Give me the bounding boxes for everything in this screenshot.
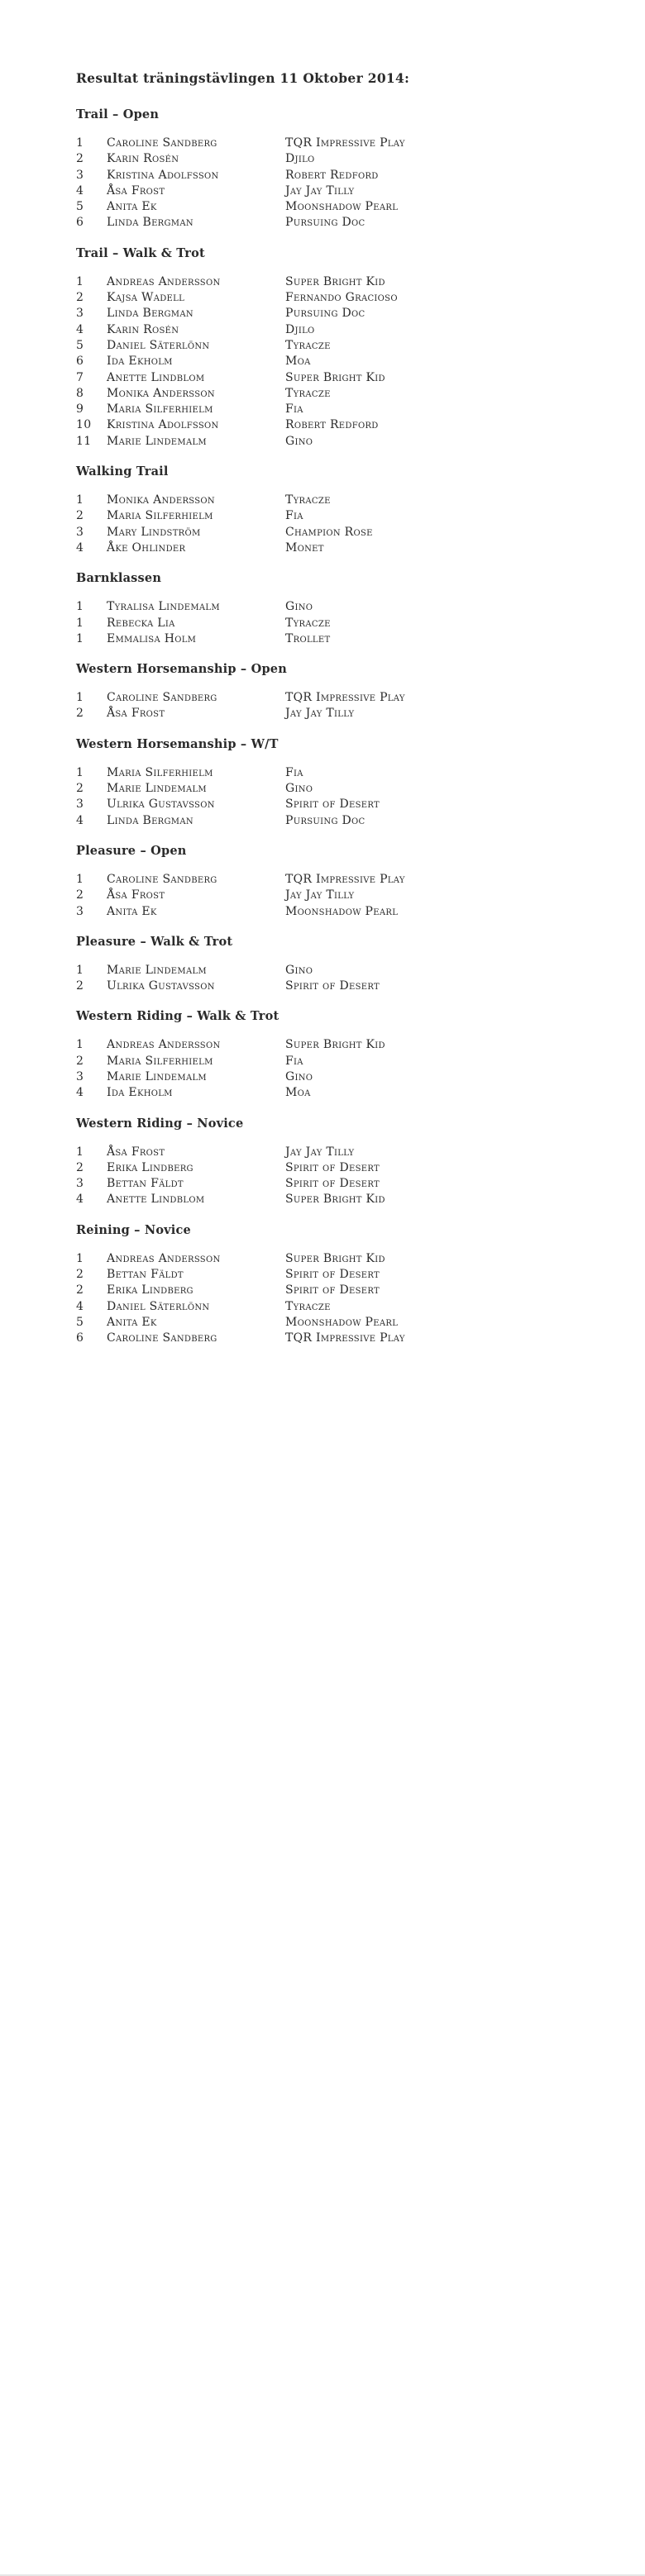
horse-name: Spirit of Desert [285, 798, 380, 812]
rider-name: Monika Andersson [107, 386, 215, 400]
result-row [76, 493, 589, 508]
placement: 9 [76, 402, 84, 417]
rider-name: Maria Silferhielm [107, 509, 213, 523]
horse-name: Spirit of Desert [285, 1283, 380, 1298]
horse-name: Jay Jay Tilly [285, 1145, 355, 1159]
placement: 1 [76, 274, 84, 288]
rider-name: Anette Lindblom [107, 370, 205, 384]
placement: 1 [76, 600, 84, 614]
placement: 3 [76, 525, 84, 539]
page-title: Resultat träningstävlingen 11 Oktober 2014: [76, 70, 410, 86]
horse-name: Super Bright Kid [285, 1193, 385, 1207]
placement: 2 [76, 1268, 84, 1282]
result-row [76, 1176, 589, 1192]
rider-name: Maria Silferhielm [107, 402, 213, 417]
result-row [76, 706, 589, 721]
result-row [76, 888, 589, 903]
result-row [76, 631, 589, 647]
placement: 1 [76, 1038, 84, 1052]
horse-name: Pursuing Doc [285, 813, 366, 827]
results-section [76, 1007, 589, 1101]
horse-name: Djilo [285, 322, 315, 336]
horse-name: Spirit of Desert [285, 1268, 380, 1282]
placement: 2 [76, 979, 84, 993]
result-row [76, 338, 589, 354]
placement: 8 [76, 386, 84, 400]
horse-name: Spirit of Desert [285, 1160, 380, 1174]
result-row [76, 183, 589, 199]
result-row [76, 797, 589, 812]
result-row [76, 525, 589, 540]
results-sections [76, 106, 589, 1347]
results-section [76, 933, 589, 995]
result-row [76, 306, 589, 321]
placement: 2 [76, 152, 84, 166]
placement: 6 [76, 1331, 84, 1345]
result-row [76, 136, 589, 151]
results-section [76, 463, 589, 556]
horse-name: Moonshadow Pearl [285, 904, 399, 918]
horse-name: Gino [285, 434, 313, 448]
placement: 1 [76, 136, 84, 150]
rider-name: Erika Lindberg [107, 1283, 194, 1298]
horse-name: Super Bright Kid [285, 274, 385, 288]
placement: 3 [76, 904, 84, 918]
result-row [76, 963, 589, 978]
section-title: Reining – Novice [76, 1222, 191, 1237]
placement: 4 [76, 183, 84, 198]
rider-name: Kristina Adolfsson [107, 418, 219, 432]
results-section [76, 660, 589, 722]
horse-name: Moonshadow Pearl [285, 200, 399, 214]
result-row [76, 274, 589, 290]
rider-name: Andreas Andersson [107, 1251, 221, 1265]
result-row [76, 290, 589, 306]
horse-name: Fernando Gracioso [285, 291, 398, 305]
horse-name: Robert Redford [285, 168, 379, 182]
horse-name: Pursuing Doc [285, 216, 366, 230]
rider-name: Maria Silferhielm [107, 1054, 213, 1068]
horse-name: Super Bright Kid [285, 1038, 385, 1052]
horse-name: Tyracze [285, 386, 331, 400]
rider-name: Kristina Adolfsson [107, 168, 219, 182]
rider-name: Tyralisa Lindemalm [107, 600, 220, 614]
section-title: Western Riding – Novice [76, 1116, 244, 1131]
horse-name: Tyracze [285, 616, 331, 630]
result-row [76, 1192, 589, 1207]
result-row [76, 1251, 589, 1267]
results-section [76, 736, 589, 829]
result-row [76, 904, 589, 920]
rider-name: Åsa Frost [107, 183, 165, 198]
section-title: Pleasure – Walk & Trot [76, 934, 233, 949]
rider-name: Mary Lindström [107, 525, 201, 539]
horse-name: Super Bright Kid [285, 370, 385, 384]
results-section [76, 1221, 589, 1347]
horse-name: Jay Jay Tilly [285, 183, 355, 198]
result-row [76, 1145, 589, 1160]
rider-name: Andreas Andersson [107, 274, 221, 288]
rider-name: Kajsa Wadell [107, 291, 185, 305]
rider-name: Karin Rosén [107, 322, 179, 336]
horse-name: Tyracze [285, 338, 331, 352]
result-row [76, 1085, 589, 1101]
result-row [76, 322, 589, 338]
rider-name: Caroline Sandberg [107, 691, 217, 705]
horse-name: TQR Impressive Play [285, 872, 405, 886]
placement: 3 [76, 1069, 84, 1083]
horse-name: Fia [285, 509, 303, 523]
placement: 4 [76, 1299, 84, 1313]
horse-name: Gino [285, 600, 313, 614]
placement: 1 [76, 765, 84, 779]
result-row [76, 168, 589, 183]
horse-name: Trollet [285, 631, 331, 645]
placement: 4 [76, 813, 84, 827]
result-row [76, 813, 589, 829]
result-row [76, 215, 589, 231]
result-row [76, 872, 589, 888]
horse-name: Spirit of Desert [285, 979, 380, 993]
placement: 6 [76, 216, 84, 230]
placement: 4 [76, 540, 84, 555]
rider-name: Monika Andersson [107, 493, 215, 507]
placement: 4 [76, 1193, 84, 1207]
result-row [76, 1331, 589, 1346]
placement: 2 [76, 509, 84, 523]
rider-name: Linda Bergman [107, 307, 194, 321]
placement: 4 [76, 322, 84, 336]
rider-name: Caroline Sandberg [107, 1331, 217, 1345]
result-row [76, 978, 589, 994]
horse-name: Moonshadow Pearl [285, 1315, 399, 1329]
rider-name: Ulrika Gustavsson [107, 979, 215, 993]
placement: 1 [76, 872, 84, 886]
rider-name: Daniel Säterlönn [107, 338, 210, 352]
horse-name: Gino [285, 1069, 313, 1083]
results-section [76, 106, 589, 231]
rider-name: Emmalisa Holm [107, 631, 197, 645]
placement: 2 [76, 707, 84, 721]
rider-name: Caroline Sandberg [107, 136, 217, 150]
horse-name: Jay Jay Tilly [285, 888, 355, 902]
rider-name: Karin Rosén [107, 152, 179, 166]
rider-name: Marie Lindemalm [107, 782, 207, 796]
placement: 5 [76, 1315, 84, 1329]
result-row [76, 1054, 589, 1069]
rider-name: Åsa Frost [107, 1145, 165, 1159]
result-row [76, 765, 589, 781]
placement: 2 [76, 291, 84, 305]
placement: 2 [76, 1054, 84, 1068]
placement: 3 [76, 1177, 84, 1191]
horse-name: Fia [285, 402, 303, 417]
horse-name: Robert Redford [285, 418, 379, 432]
rider-name: Rebecka Lia [107, 616, 175, 630]
result-row [76, 1299, 589, 1315]
result-row [76, 402, 589, 417]
rider-name: Caroline Sandberg [107, 872, 217, 886]
horse-name: Pursuing Doc [285, 307, 366, 321]
rider-name: Ida Ekholm [107, 1086, 173, 1100]
results-section [76, 1115, 589, 1208]
placement: 1 [76, 1251, 84, 1265]
rider-name: Åke Ohlinder [107, 540, 186, 555]
placement: 10 [76, 418, 92, 432]
horse-name: Fia [285, 765, 303, 779]
rider-name: Linda Bergman [107, 813, 194, 827]
section-title: Western Horsemanship – Open [76, 662, 287, 677]
rider-name: Anita Ek [107, 904, 157, 918]
placement: 3 [76, 307, 84, 321]
result-row [76, 151, 589, 167]
horse-name: Djilo [285, 152, 315, 166]
result-row [76, 1267, 589, 1283]
placement: 1 [76, 616, 84, 630]
placement: 5 [76, 338, 84, 352]
horse-name: Jay Jay Tilly [285, 707, 355, 721]
placement: 2 [76, 888, 84, 902]
result-row [76, 599, 589, 615]
result-row [76, 690, 589, 706]
rider-name: Maria Silferhielm [107, 765, 213, 779]
result-row [76, 370, 589, 386]
placement: 1 [76, 691, 84, 705]
result-row [76, 386, 589, 402]
result-row [76, 1315, 589, 1331]
section-title: Western Riding – Walk & Trot [76, 1009, 280, 1024]
result-row [76, 1283, 589, 1298]
rider-name: Bettan Fäldt [107, 1177, 184, 1191]
section-title: Western Horsemanship – W/T [76, 736, 279, 751]
horse-name: Tyracze [285, 1299, 331, 1313]
result-row [76, 1069, 589, 1085]
placement: 7 [76, 370, 84, 384]
horse-name: Moa [285, 1086, 311, 1100]
section-title: Walking Trail [76, 464, 169, 479]
results-document [76, 69, 589, 1360]
rider-name: Daniel Säterlönn [107, 1299, 210, 1313]
rider-name: Anette Lindblom [107, 1193, 205, 1207]
placement: 1 [76, 963, 84, 977]
result-row [76, 781, 589, 797]
result-row [76, 199, 589, 215]
result-row [76, 540, 589, 556]
rider-name: Andreas Andersson [107, 1038, 221, 1052]
horse-name: Monet [285, 540, 324, 555]
placement: 3 [76, 168, 84, 182]
result-row [76, 508, 589, 524]
horse-name: Super Bright Kid [285, 1251, 385, 1265]
rider-name: Erika Lindberg [107, 1160, 194, 1174]
placement: 2 [76, 1283, 84, 1298]
rider-name: Åsa Frost [107, 707, 165, 721]
placement: 3 [76, 798, 84, 812]
horse-name: Spirit of Desert [285, 1177, 380, 1191]
rider-name: Ida Ekholm [107, 355, 173, 369]
horse-name: Moa [285, 355, 311, 369]
results-section [76, 569, 589, 647]
horse-name: TQR Impressive Play [285, 1331, 405, 1345]
horse-name: Gino [285, 782, 313, 796]
horse-name: TQR Impressive Play [285, 691, 405, 705]
results-section [76, 842, 589, 920]
rider-name: Åsa Frost [107, 888, 165, 902]
horse-name: Champion Rose [285, 525, 373, 539]
rider-name: Marie Lindemalm [107, 434, 207, 448]
section-title: Trail – Open [76, 107, 160, 121]
placement: 1 [76, 493, 84, 507]
rider-name: Linda Bergman [107, 216, 194, 230]
rider-name: Marie Lindemalm [107, 963, 207, 977]
rider-name: Marie Lindemalm [107, 1069, 207, 1083]
result-row [76, 1037, 589, 1053]
result-row [76, 354, 589, 369]
horse-name: Gino [285, 963, 313, 977]
result-row [76, 1160, 589, 1176]
placement: 2 [76, 782, 84, 796]
placement: 2 [76, 1160, 84, 1174]
placement: 5 [76, 200, 84, 214]
result-row [76, 434, 589, 450]
horse-name: Fia [285, 1054, 303, 1068]
rider-name: Anita Ek [107, 1315, 157, 1329]
rider-name: Anita Ek [107, 200, 157, 214]
result-row [76, 616, 589, 631]
rider-name: Ulrika Gustavsson [107, 798, 215, 812]
section-title: Pleasure – Open [76, 843, 187, 858]
placement: 1 [76, 1145, 84, 1159]
placement: 11 [76, 434, 92, 448]
horse-name: TQR Impressive Play [285, 136, 405, 150]
placement: 6 [76, 355, 84, 369]
horse-name: Tyracze [285, 493, 331, 507]
section-title: Barnklassen [76, 571, 162, 586]
placement: 4 [76, 1086, 84, 1100]
placement: 1 [76, 631, 84, 645]
result-row [76, 417, 589, 433]
rider-name: Bettan Fäldt [107, 1268, 184, 1282]
results-section [76, 245, 589, 450]
section-title: Trail – Walk & Trot [76, 245, 205, 260]
